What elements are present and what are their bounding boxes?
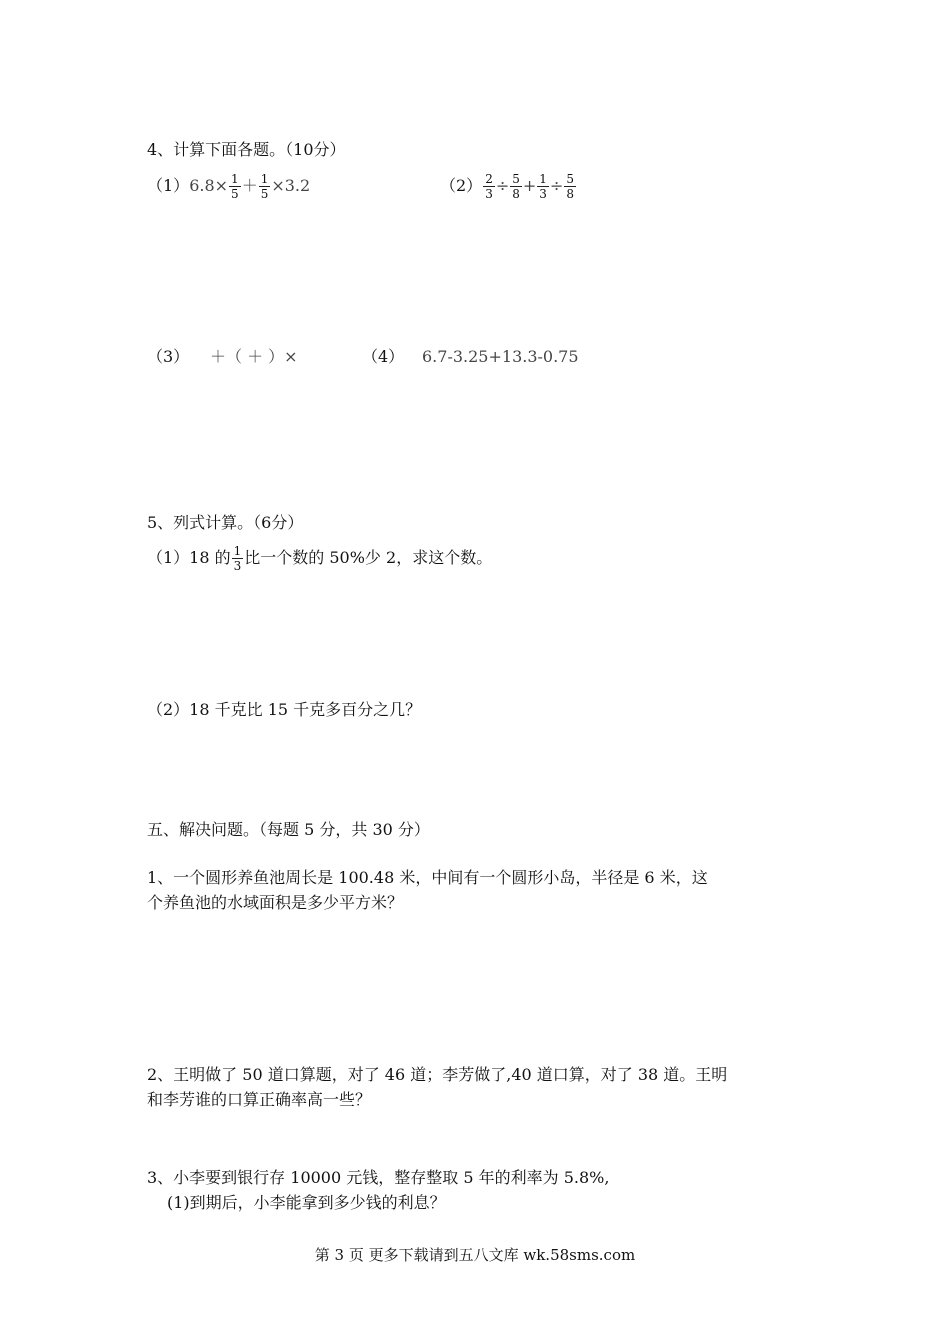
question-4-3-expr: ＋（ ＋ ）× — [210, 347, 298, 366]
question-text: （1）18 的 — [147, 548, 231, 567]
fraction: $\frac{1}{5}$ — [231, 172, 239, 201]
plus-sign: + — [522, 176, 537, 195]
question-5-1 — [147, 544, 492, 573]
problem-2-line-2: 和李芳谁的口算正确率高一些？ — [147, 1090, 372, 1109]
fraction: $\frac{1}{3}$ — [539, 172, 547, 201]
divide-sign: ÷ — [495, 176, 510, 195]
expr-part: ×3.2 — [271, 176, 311, 195]
divide-sign: ÷ — [549, 176, 564, 195]
question-4-3-label: （3） — [147, 347, 190, 366]
fraction: $\frac{1}{3}$ — [233, 544, 242, 573]
question-4-2 — [440, 172, 577, 201]
problem-1-line-2: 个养鱼池的水域面积是多少平方米？ — [147, 893, 404, 912]
question-4-4-label: （4） — [362, 347, 405, 366]
fraction: $\frac{5}{8}$ — [512, 172, 520, 201]
question-label: （1） — [147, 176, 190, 195]
fraction: $\frac{1}{5}$ — [260, 172, 269, 201]
part-5-heading: 五、解决问题。（每题 5 分，共 30 分） — [147, 820, 430, 839]
section-4-heading: 4、计算下面各题。（10分） — [147, 140, 346, 159]
problem-3-line-1: 3、小李要到银行存 10000 元钱，整存整取 5 年的利率为 5.8%, — [147, 1168, 610, 1187]
question-4-1 — [147, 172, 310, 201]
problem-3-line-2: (1)到期后，小李能拿到多少钱的利息？ — [167, 1193, 446, 1212]
fraction: $\frac{2}{3}$ — [485, 172, 493, 201]
question-label: （2） — [440, 176, 483, 195]
fraction: $\frac{5}{8}$ — [566, 172, 574, 201]
question-4-4-expr: 6.7-3.25+13.3-0.75 — [422, 347, 579, 366]
plus-sign: ＋ — [241, 176, 258, 195]
question-5-2: （2）18 千克比 15 千克多百分之几？ — [147, 700, 422, 719]
problem-1-line-1: 1、一个圆形养鱼池周长是 100.48 米，中间有一个圆形小岛，半径是 6 米，这 — [147, 868, 708, 887]
question-text: 比一个数的 50%少 2，求这个数。 — [244, 548, 493, 567]
expr-part: 6.8× — [189, 176, 229, 195]
problem-2-line-1: 2、王明做了 50 道口算题，对了 46 道；李芳做了,40 道口算，对了 38 道。王明 — [147, 1065, 728, 1084]
page-footer: 第 3 页 更多下载请到五八文库 wk.58sms.com — [314, 1246, 636, 1264]
section-5-heading: 5、列式计算。（6分） — [147, 513, 304, 532]
